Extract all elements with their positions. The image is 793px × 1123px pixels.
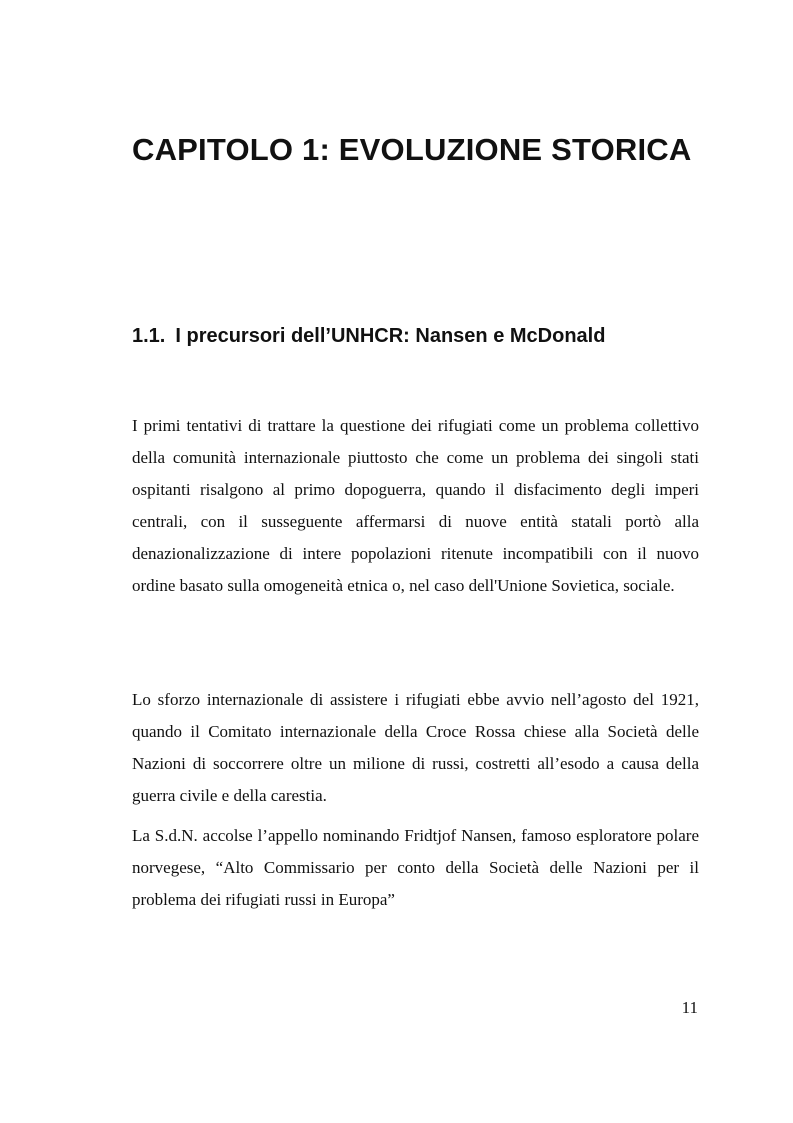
section-heading	[132, 322, 712, 350]
chapter-title: CAPITOLO 1: EVOLUZIONE STORICA	[132, 132, 692, 167]
page-number: 11	[681, 998, 698, 1017]
section-number: 1.1.	[132, 325, 166, 347]
paragraph-2: Lo sforzo internazionale di assistere i rifugiati ebbe avvio nell’agosto del 1921, quando il Comitato internazionale della Croce Rossa chiese alla Società delle Nazioni di soccorrere oltre un milione di russi, costretti all’esodo a causa della guerra civile e della carestia.	[132, 690, 699, 805]
paragraph-1: I primi tentativi di trattare la questione dei rifugiati come un problema collettivo della comunità internazionale piuttosto che come un problema dei singoli stati ospitanti risalgono al primo dopoguerra, quando il disfacimento degli imperi centrali, con il susseguente affermarsi di nuove entità statali portò alla denazionalizzazione di intere popolazioni ritenute incompatibili con il nuovo ordine basato sulla omogeneità etnica o, nel caso dell'Unione Sovietica, sociale.	[132, 416, 699, 595]
paragraph-3: La S.d.N. accolse l’appello nominando Fridtjof Nansen, famoso esploratore polare norvegese, “Alto Commissario per conto della Società delle Nazioni per il problema dei rifugiati russi in Europa”	[132, 826, 699, 909]
section-title: I precursori dell’UNHCR: Nansen e McDonald	[175, 325, 606, 347]
